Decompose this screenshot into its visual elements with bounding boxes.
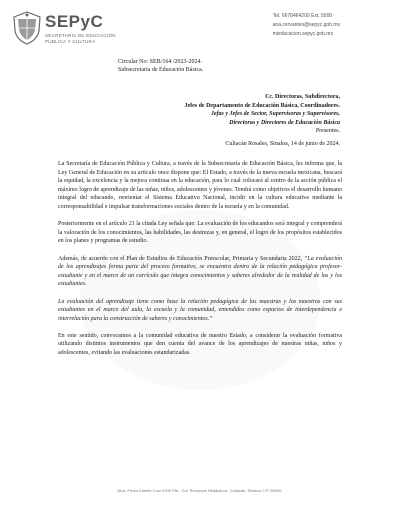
circular-number: Circular No: SEB/164 /2023-2024. [118, 59, 202, 65]
contact-email: ana.cervantes@sepyc.gob.mx [272, 22, 340, 28]
paragraph-5: En este sentido, convocamos a la comunidad educativa de nuestro Estado, a considerar la evaluación formativa utilizando distintos instrumentos que den cuenta del avance de los aprendizajes de nuestras niñas, niños y adolescentes, evitando las evaluaciones estandarizadas. [58, 332, 342, 357]
logo-subtitle [45, 33, 116, 44]
paragraph-3 [58, 255, 342, 289]
contact-block [273, 12, 340, 39]
addressee-line1: Cc. Directoras, Subdirectora, [265, 94, 340, 100]
footer-address: Blvd. Pedro Infante Cruz 2200 Pte., Col. Recursos Hidráulicos. Culiacán, Sinaloa C.P. 80000. [117, 488, 283, 493]
contact-website: mieducacion.sepyc.gob.mx [272, 31, 333, 37]
addressee-line3: Jefas y Jefes de Sector, Supervisoras y Supervisores, [210, 111, 340, 117]
paragraph-4: La evaluación del aprendizaje tiene como base la relación pedagógica de las maestras y los maestros con sus estudiantes en el marco del aula, la escuela y la comunidad, entendidos como espacios de interdependencia e interrelación para la construcción de saberes y conocimientos.” [58, 298, 342, 322]
contact-phone: Tel. 6678464200 Ext. 5000 [272, 13, 333, 19]
paragraph-2: Posteriormente en el artículo 21 la citada Ley señala que: La evaluación de los educandos será integral y comprenderá la valoración de los conocimientos, las habilidades, las destrezas y, en general, el logro de los propósitos establecidos en los planes y programas de estudio. [58, 221, 342, 245]
paragraph-3-quote: “La evaluación de los aprendizajes forma parte del proceso formativo, se encuentra dentro de la relación pedagógica profesor-estudiante y en el marco de un currículo que integra conocimientos y saberes alrededor de la realidad de las y los estudiantes. [58, 255, 342, 288]
paragraph-3-intro: Además, de acuerdo con el Plan de Estudios de Educación Preescolar, Primaria y Secundaria 2022, [58, 255, 305, 262]
addressee-line2: Jefes de Departamento de Educación Básica, Coordinadores. [184, 102, 340, 109]
circular-reference [118, 58, 338, 74]
circular-office: Subsecretaría de Educación Básica. [118, 67, 204, 73]
addressee-line5: Presentes. [315, 128, 340, 134]
paragraph-1: La Secretaría de Educación Pública y Cultura, a través de la Subsecretaría de Educación Básica, les informa que, la Ley General de Educación en su artículo once dispone que: El Estado, a través de la nueva escuela mexicana, buscará la equidad, la excelencia y la mejora continua en la educación, para lo cual colocará al centro de la acción pública el máximo logro de aprendizaje de las niñas, niños, adolescentes y jóvenes. Tendrá como objetivos el desarrollo humano integral del educando, reorientar el Sistema Educativo Nacional, incidir en la cultura educativa mediante la corresponsabilidad e impulsar transformaciones sociales dentro de la escuela y en la comunidad. [58, 161, 342, 210]
addressees [40, 93, 340, 136]
letter-body [58, 160, 342, 366]
letter-date: Culiacán Rosales, Sinaloa, 14 de junio de 2024. [225, 141, 340, 147]
logo-subtitle-line2: PÚBLICA Y CULTURA [45, 38, 96, 44]
logo-subtitle-line1: SECRETARÍA DE EDUCACIÓN [45, 33, 116, 38]
sepyc-logo-text: SEPyC [45, 12, 104, 31]
state-seal-icon [12, 11, 42, 45]
addressee-line4: Directoras y Directores de Educación Básica [229, 119, 340, 126]
